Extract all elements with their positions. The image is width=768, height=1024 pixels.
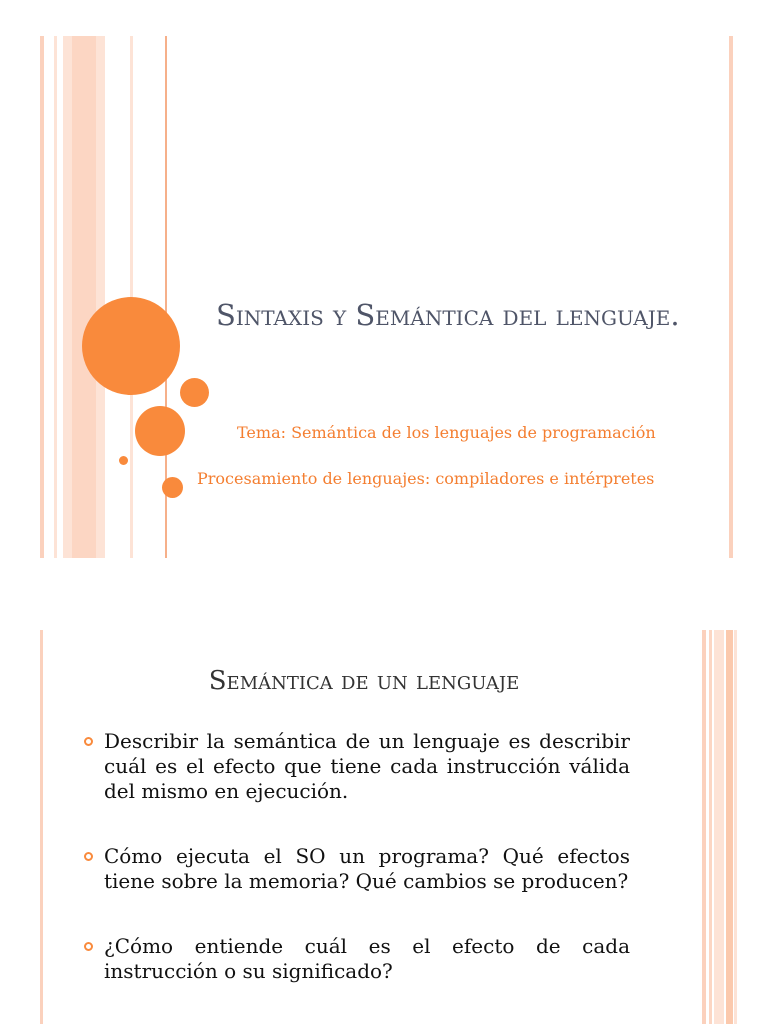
bullet-list — [84, 729, 630, 1024]
decorative-circle — [162, 477, 183, 498]
slide-title: Sintaxis y Semántica del lenguaje. — [216, 298, 680, 332]
bullet-text: ¿Cómo entiende cuál es el efecto de cada instrucción o su significado? — [104, 934, 630, 983]
decorative-stripe — [729, 36, 733, 558]
bullet-text: Cómo ejecuta el SO un programa? Qué efectos tiene sobre la memoria? Qué cambios se producen? — [104, 844, 630, 893]
decorative-circle — [135, 406, 185, 456]
slide-subtitle-course: Procesamiento de lenguajes: compiladores e intérpretes — [197, 469, 655, 488]
bullet-item — [84, 844, 630, 894]
decorative-stripe — [40, 36, 44, 558]
bullet-item — [84, 934, 630, 984]
content-slide — [0, 630, 768, 1024]
hollow-circle-bullet-icon — [84, 942, 93, 951]
slide-subtitle-topic: Tema: Semántica de los lenguajes de programación — [237, 423, 656, 442]
slide-heading: Semántica de un lenguaje — [208, 666, 520, 696]
decorative-stripe — [734, 630, 737, 1024]
bullet-item — [84, 729, 630, 804]
decorative-circle — [119, 456, 128, 465]
decorative-stripe — [72, 36, 96, 558]
decorative-stripe — [54, 36, 57, 558]
decorative-circle — [82, 297, 180, 395]
title-slide — [0, 36, 768, 558]
hollow-circle-bullet-icon — [84, 852, 93, 861]
decorative-circle — [180, 378, 209, 407]
bullet-text: Describir la semántica de un lenguaje es describir cuál es el efecto que tiene cada instrucción válida del mismo en ejecución. — [104, 729, 630, 803]
hollow-circle-bullet-icon — [84, 737, 93, 746]
